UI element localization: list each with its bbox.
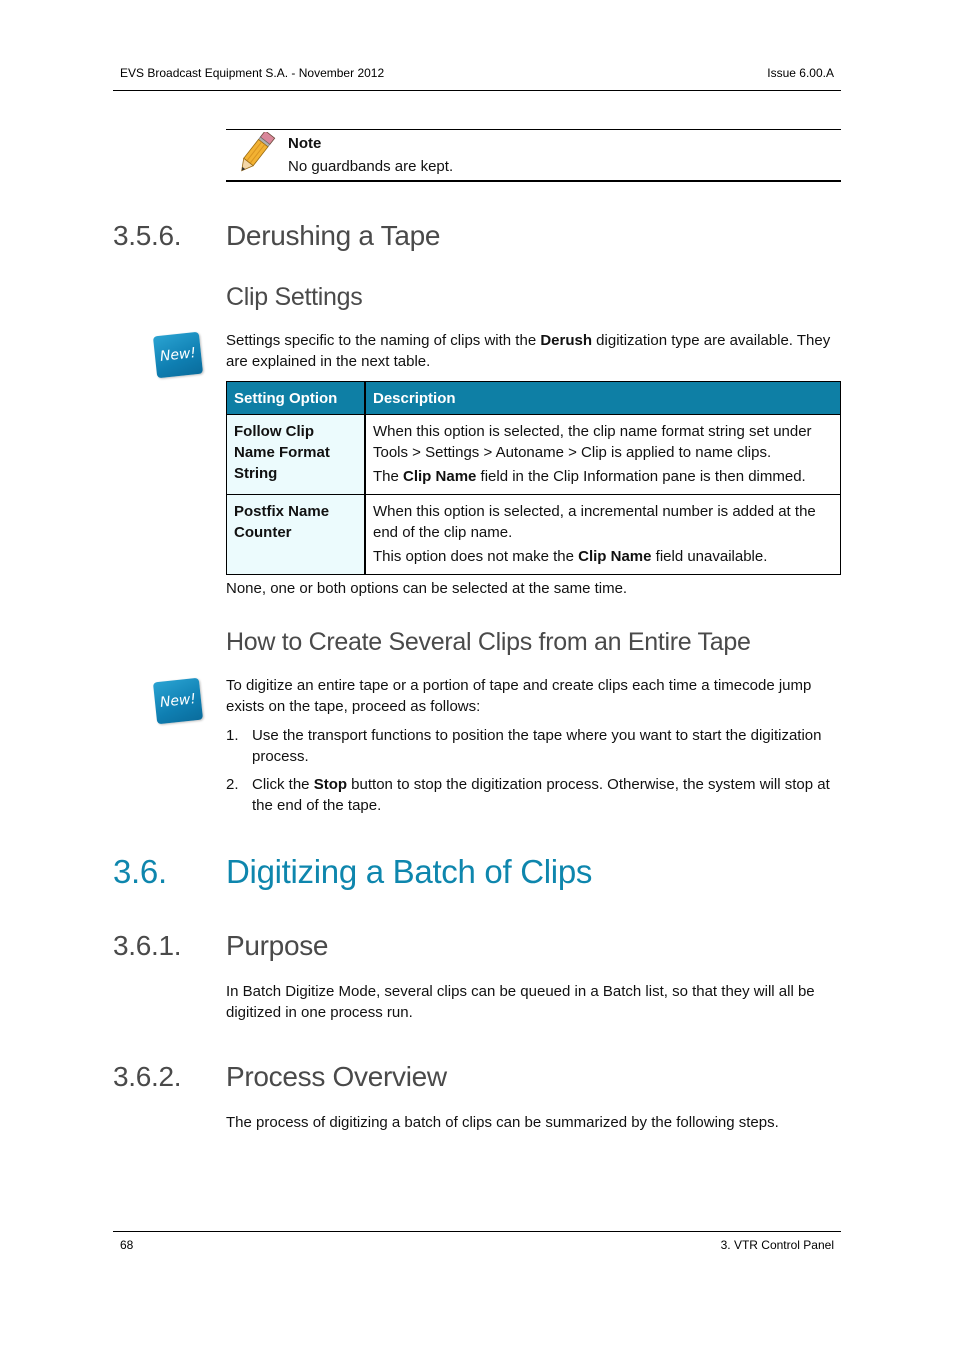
section-number: 3.6.2. bbox=[113, 1061, 182, 1092]
new-badge-icon: New! bbox=[153, 332, 203, 379]
note-title: Note bbox=[288, 135, 322, 152]
footer-rule bbox=[113, 1231, 841, 1232]
section-heading-3-6-2 bbox=[113, 1061, 813, 1097]
section-number: 3.6.1. bbox=[113, 930, 182, 961]
footer-chapter: 3. VTR Control Panel bbox=[720, 1238, 834, 1252]
step-number: 2. bbox=[226, 776, 239, 793]
footer-page-number: 68 bbox=[120, 1238, 134, 1252]
clip-settings-intro: Settings specific to the naming of clips with the Derush digitization type are available. They are explained in the next table. bbox=[226, 332, 831, 370]
note-top-rule bbox=[226, 129, 841, 130]
description-line: When this option is selected, the clip name format string set under Tools > Settings > Autoname > Clip is applied to name clips. bbox=[373, 423, 812, 461]
section-title: Derushing a Tape bbox=[226, 220, 441, 251]
list-item: 1. Use the transport functions to position the tape where you want to start the digitization process. bbox=[226, 727, 822, 765]
step-number: 1. bbox=[226, 727, 239, 744]
section-heading-3-5-6 bbox=[113, 220, 813, 256]
table-header-row bbox=[227, 382, 841, 415]
process-overview-text: The process of digitizing a batch of clips can be summarized by the following steps. bbox=[226, 1114, 779, 1131]
section-title: Purpose bbox=[226, 930, 329, 961]
table-header-description: Description bbox=[365, 382, 841, 415]
section-number: 3.6. bbox=[113, 853, 167, 890]
table-cell-option: Follow Clip Name Format String bbox=[227, 415, 366, 495]
table-cell-description bbox=[365, 495, 841, 575]
table-row bbox=[227, 495, 841, 575]
purpose-text: In Batch Digitize Mode, several clips can be queued in a Batch list, so that they will all be digitized in one process run. bbox=[226, 983, 815, 1021]
description-line: The Clip Name field in the Clip Information pane is then dimmed. bbox=[373, 468, 806, 485]
after-table-text: None, one or both options can be selected at the same time. bbox=[226, 580, 628, 597]
chapter-heading-3-6 bbox=[113, 853, 813, 895]
list-item: 2. Click the Stop button to stop the digitization process. Otherwise, the system will stop at the end of the tape. bbox=[226, 776, 830, 814]
header-left: EVS Broadcast Equipment S.A. - November 2012 bbox=[120, 66, 385, 80]
table-row bbox=[227, 415, 841, 495]
how-to-intro: To digitize an entire tape or a portion of tape and create clips each time a timecode jump exists on the tape, proceed as follows: bbox=[226, 677, 812, 715]
table-cell-description bbox=[365, 415, 841, 495]
table-header-option: Setting Option bbox=[227, 382, 366, 415]
section-heading-3-6-1 bbox=[113, 930, 813, 966]
section-number: 3.5.6. bbox=[113, 220, 182, 251]
note-text: No guardbands are kept. bbox=[288, 158, 454, 175]
description-line: When this option is selected, a incremental number is added at the end of the clip name. bbox=[373, 503, 816, 541]
description-line: This option does not make the Clip Name field unavailable. bbox=[373, 548, 768, 565]
pencil-icon bbox=[232, 132, 280, 176]
new-badge-icon: New! bbox=[153, 678, 203, 725]
procedure-steps bbox=[226, 725, 846, 823]
table-cell-option: Postfix Name Counter bbox=[227, 495, 366, 575]
subheading-how-to: How to Create Several Clips from an Entire Tape bbox=[226, 628, 751, 656]
section-title: Process Overview bbox=[226, 1061, 447, 1092]
note-bottom-rule bbox=[226, 180, 841, 182]
header-rule bbox=[113, 90, 841, 91]
section-title: Digitizing a Batch of Clips bbox=[226, 853, 593, 890]
clip-settings-table bbox=[226, 381, 841, 575]
header-right: Issue 6.00.A bbox=[767, 66, 834, 80]
subheading-clip-settings: Clip Settings bbox=[226, 283, 363, 311]
